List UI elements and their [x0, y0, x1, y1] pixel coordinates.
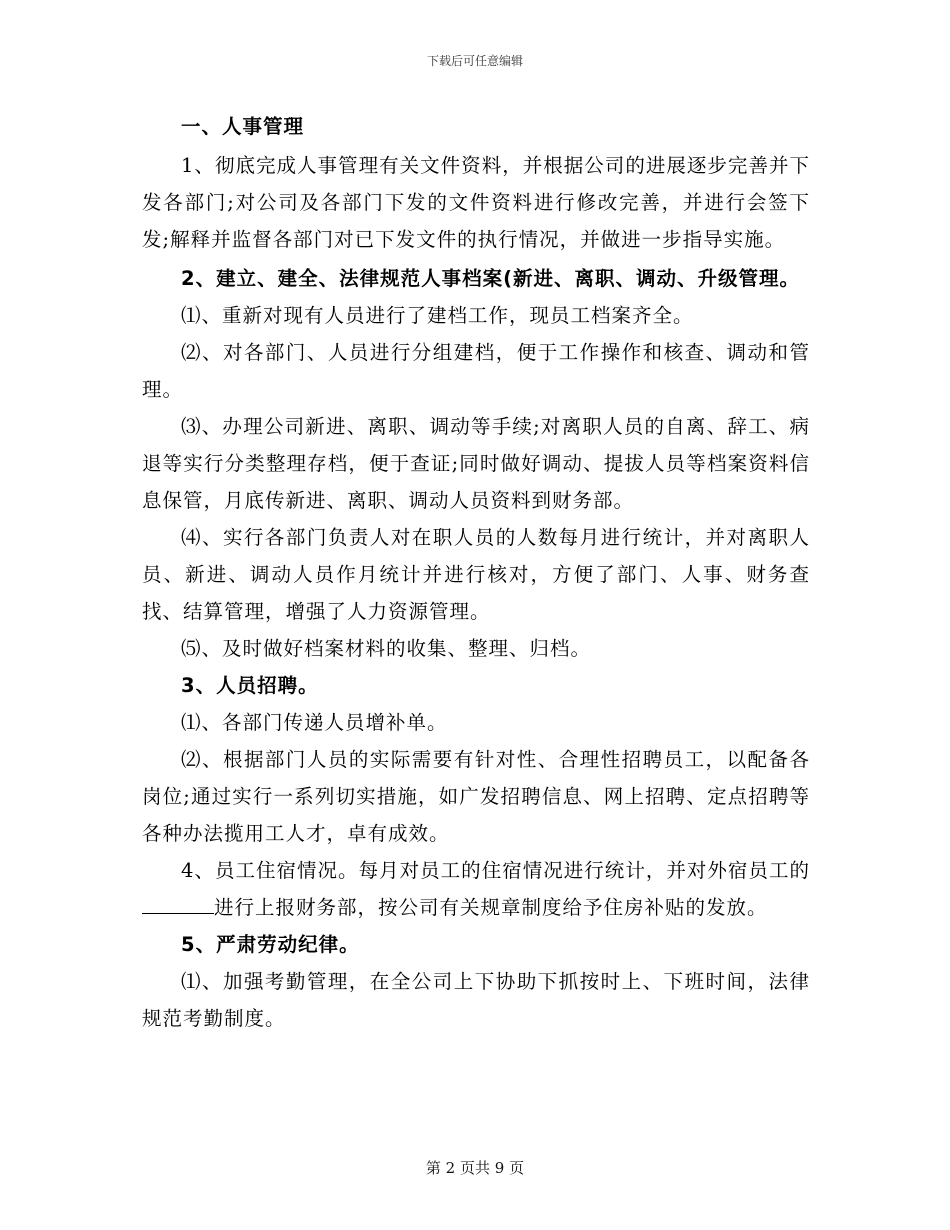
paragraph-text-b: 进行上报财务部，按公司有关规章制度给予住房补贴的发放。	[214, 896, 768, 919]
section-heading-2: 2、建立、建全、法律规范人事档案(新进、离职、调动、升级管理。	[181, 267, 800, 290]
paragraph: ⑶、办理公司新进、离职、调动等手续;对离职人员的自离、辞工、病退等实行分类整理存档，便于查证;同时做好调动、提拔人员等档案资料信息保管，月底传新进、离职、调动人员资料到财务部。	[142, 415, 810, 512]
paragraph: ⑷、实行各部门负责人对在职人员的人数每月进行统计，并对离职人员、新进、调动人员作月统计并进行核对，方便了部门、人事、财务查找、结算管理，增强了人力资源管理。	[142, 526, 810, 623]
paragraph: ⑵、对各部门、人员进行分组建档，便于工作操作和核查、调动和管理。	[142, 341, 810, 401]
paragraph-text-a: 4、员工住宿情况。每月对员工的住宿情况进行统计，并对外宿员工的	[181, 859, 810, 882]
paragraph: ⑵、根据部门人员的实际需要有针对性、合理性招聘员工，以配备各岗位;通过实行一系列切实措施，如广发招聘信息、网上招聘、定点招聘等各种办法揽用工人才，卓有成效。	[142, 748, 810, 845]
blank-underline	[142, 895, 214, 914]
paragraph: ⑴、重新对现有人员进行了建档工作，现员工档案齐全。	[181, 304, 694, 327]
section-heading-3: 3、人员招聘。	[181, 674, 319, 697]
page-header: 下载后可任意编辑	[426, 54, 523, 68]
paragraph: ⑴、加强考勤管理，在全公司上下协助下抓按时上、下班时间，法律规范考勤制度。	[142, 970, 810, 1030]
section-heading-1: 一、人事管理	[181, 115, 305, 138]
page-footer: 第 2 页共 9 页	[425, 1159, 525, 1177]
paragraph: 1、彻底完成人事管理有关文件资料，并根据公司的进展逐步完善并下发各部门;对公司及各部门下发的文件资料进行修改完善，并进行会签下发;解释并监督各部门对已下发文件的执行情况，并做进一步指导实施。	[142, 154, 810, 251]
paragraph: ⑸、及时做好档案材料的收集、整理、归档。	[181, 637, 592, 660]
paragraph: ⑴、各部门传递人员增补单。	[181, 711, 448, 734]
document-body	[142, 108, 810, 1037]
section-heading-5: 5、严肃劳动纪律。	[181, 933, 360, 956]
paragraph-with-blank	[142, 852, 810, 926]
